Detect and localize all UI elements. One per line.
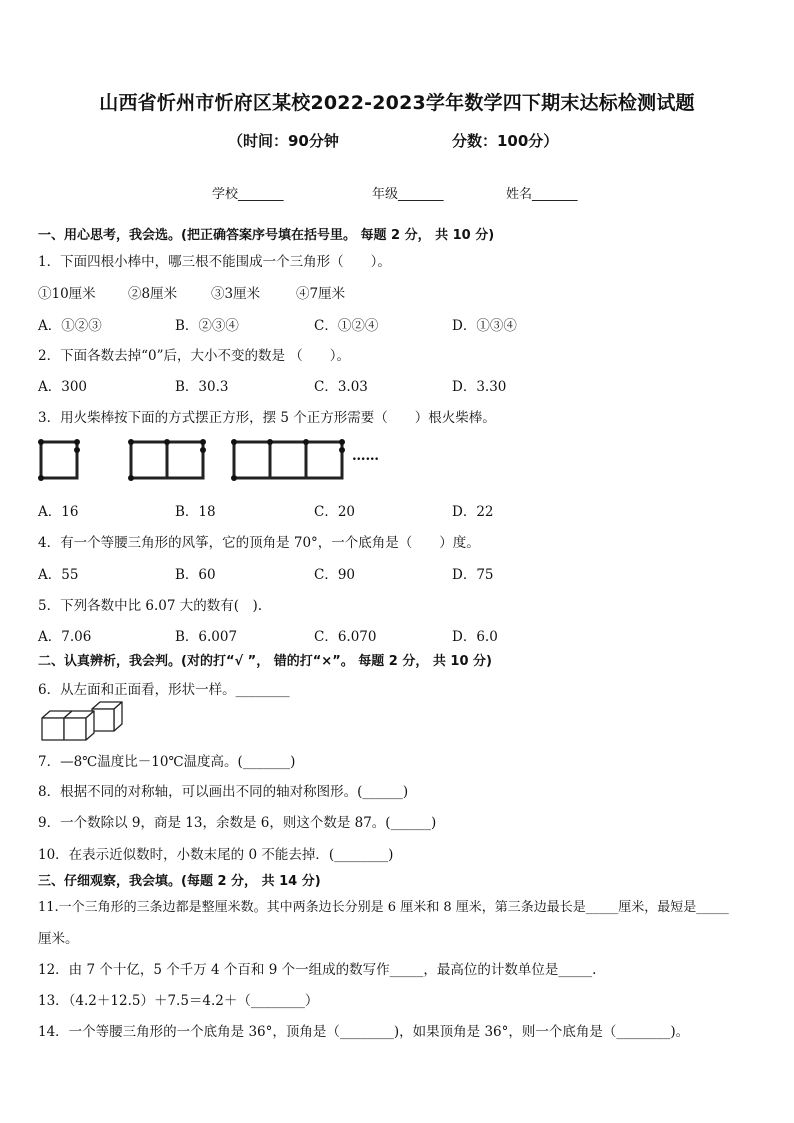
exam-time: （时间：90分钟: [228, 132, 339, 150]
question-3: 3．用火柴棒按下面的方式摆正方形，摆 5 个正方形需要（ ）根火柴棒。: [38, 410, 496, 426]
exam-score: 分数：100分）: [452, 132, 559, 150]
q3-option-d: D．22: [452, 504, 494, 520]
question-7: 7．—8℃温度比－10℃温度高。(_______): [38, 754, 296, 770]
q4-option-a: A．55: [38, 567, 79, 583]
question-4: 4．有一个等腰三角形的风筝，它的顶角是 70°，一个底角是（ ）度。: [38, 535, 480, 551]
question-9: 9．一个数除以 9，商是 13，余数是 6，则这个数是 87。(______): [38, 815, 437, 831]
section-2-heading: 二、认真辨析，我会判。(对的打“√ ”， 错的打“×”。 每题 2 分， 共 10 分): [38, 654, 492, 669]
question-12: 12．由 7 个十亿，5 个千万 4 个百和 9 个一组成的数写作_____，最高位的计数单位是_____.: [38, 962, 597, 978]
question-14: 14．一个等腰三角形的一个底角是 36°，顶角是（________)，如果顶角是 36°，则一个底角是（________)。: [38, 1024, 690, 1040]
q1-item: ③3厘米: [211, 286, 261, 302]
question-2: 2．下面各数去掉“0”后，大小不变的数是 （ ）。: [38, 348, 351, 364]
q5-option-b: B．6.007: [175, 629, 238, 645]
q2-option-c: C．3.03: [314, 379, 368, 395]
question-11: 11.一个三角形的三条边都是整厘米数。其中两条边长分别是 6 厘米和 8 厘米，第三条边最长是_____厘米，最短是_____: [38, 900, 729, 915]
q4-option-d: D．75: [452, 567, 494, 583]
section-3-heading: 三、仔细观察，我会填。(每题 2 分， 共 14 分): [38, 874, 321, 889]
q1-option-d: D．①③④: [452, 318, 517, 334]
exam-title: 山西省忻州市忻府区某校2022-2023学年数学四下期末达标检测试题: [99, 92, 695, 114]
question-13: 13．（4.2＋12.5）＋7.5＝4.2＋（________）: [38, 993, 319, 1009]
q1-item: ①10厘米: [38, 286, 96, 302]
q3-option-c: C．20: [314, 504, 356, 520]
grade-field: 年级_______: [372, 187, 444, 202]
question-1: 1．下面四根小棒中，哪三根不能围成一个三角形（ ）。: [38, 254, 391, 270]
cubes-figure: [40, 700, 130, 742]
question-5: 5．下列各数中比 6.07 大的数有( ).: [38, 598, 263, 614]
q5-option-c: C．6.070: [314, 629, 377, 645]
q2-option-a: A．300: [38, 379, 88, 395]
q1-item: ④7厘米: [296, 286, 346, 302]
q3-option-a: A．16: [38, 504, 79, 520]
question-11-continued: 厘米。: [38, 931, 79, 947]
section-1-heading: 一、用心思考，我会选。(把正确答案序号填在括号里。 每题 2 分， 共 10 分): [38, 228, 495, 243]
q1-item: ②8厘米: [128, 286, 178, 302]
q1-option-b: B．②③④: [175, 318, 239, 334]
question-10: 10．在表示近似数时，小数末尾的 0 不能去掉．(________): [38, 847, 394, 863]
q2-option-b: B．30.3: [175, 379, 229, 395]
school-field: 学校_______: [212, 187, 284, 202]
q1-option-c: C．①②④: [314, 318, 379, 334]
q4-option-b: B．60: [175, 567, 216, 583]
question-8: 8．根据不同的对称轴，可以画出不同的轴对称图形。(______): [38, 784, 409, 800]
question-6: 6．从左面和正面看，形状一样。________: [38, 682, 290, 698]
q5-option-a: A．7.06: [38, 629, 92, 645]
q3-continuation-dots: ……: [352, 448, 379, 464]
q1-option-a: A．①②③: [38, 318, 102, 334]
q3-option-b: B．18: [175, 504, 216, 520]
name-field: 姓名_______: [506, 187, 578, 202]
matchstick-squares-figure: [36, 436, 386, 486]
q4-option-c: C．90: [314, 567, 356, 583]
q2-option-d: D．3.30: [452, 379, 507, 395]
q5-option-d: D．6.0: [452, 629, 498, 645]
